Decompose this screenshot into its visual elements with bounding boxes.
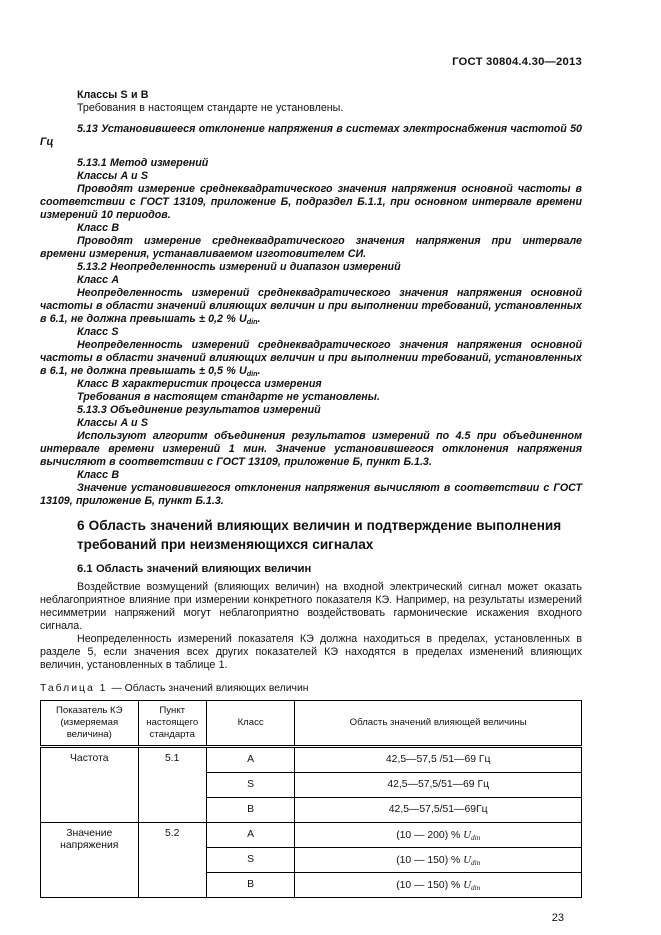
paragraph (40, 563, 582, 576)
cell-range (295, 873, 582, 898)
cell-class: A (206, 823, 294, 848)
cell-clause: 5.1 (138, 747, 206, 823)
table-row (41, 747, 582, 773)
text-segment: U (463, 853, 471, 866)
subscript-text: din (246, 317, 258, 326)
paragraph (40, 378, 582, 391)
influencing-quantities-table (40, 700, 582, 898)
text-segment: Воздействие возмущений (влияющих величин) на входной электрический сигнал может оказать неблагоприятное влияние при измерении конкретного показателя КЭ. Например, на результаты измерений несимметрии напряжений могут неблагоприятно воздействовать гармонические искажения входного сигнала. (40, 581, 582, 632)
paragraph (40, 235, 582, 261)
paragraph (40, 581, 582, 633)
paragraph (40, 183, 582, 222)
paragraph (40, 469, 582, 482)
table-caption-text: — Область значений влияющих величин (111, 683, 309, 694)
paragraph (40, 391, 582, 404)
paragraph (40, 157, 582, 170)
paragraph (40, 633, 582, 672)
text-segment: Класс S (77, 326, 119, 338)
column-header-range: Область значений влияющей величины (295, 701, 582, 747)
text-segment: (10 — 150) % (396, 879, 464, 891)
cell-range (295, 823, 582, 848)
table-row (41, 823, 582, 848)
paragraph (40, 404, 582, 417)
text-segment: Класс B характеристик процесса измерения (77, 378, 322, 390)
cell-clause: 5.2 (138, 823, 206, 898)
text-segment: Класс B (77, 469, 120, 481)
text-segment: Значение установившегося отклонения напряжения вычисляют в соответствии с ГОСТ 13109, приложение Б, пункт Б.1.3. (40, 482, 582, 507)
table-body (41, 747, 582, 898)
table-header-row (41, 701, 582, 747)
text-segment: 42,5—57,5/51—69Гц (388, 804, 488, 815)
table-caption (40, 683, 582, 695)
page-number: 23 (551, 912, 564, 924)
column-header-clause: Пункт настоящего стандарта (138, 701, 206, 747)
text-segment: Проводят измерение среднеквадратического значения напряжения основной частоты в соответствии с ГОСТ 13109, приложение Б, подраздел Б.1.1, при основном интервале времени измерений 10 периодов. (40, 183, 582, 221)
cell-class: S (206, 848, 294, 873)
text-segment: 6.1 Область значений влияющих величин (77, 563, 312, 575)
text-segment: 6 Область значений влияющих величин и подтверждение выполнения требований при неизменяющихся сигналах (77, 518, 562, 552)
text-segment: 5.13.1 Метод измерений (77, 157, 209, 169)
text-segment: . (257, 365, 261, 377)
paragraph (40, 482, 582, 508)
text-segment: Класс A (77, 274, 120, 286)
document-body (40, 89, 582, 672)
cell-indicator: Значение напряжения (41, 823, 139, 898)
standard-number-header: ГОСТ 30804.4.30—2013 (452, 56, 582, 68)
column-header-indicator: Показатель КЭ (измеряемая величина) (41, 701, 139, 747)
text-segment: Неопределенность измерений среднеквадратического значения напряжения основной частоты в области значений влияющих величин и при выполнении требований, установленных в 6.1, не должна превышать ± 0,2 % U (40, 287, 582, 325)
text-segment: . (257, 313, 261, 325)
paragraph (40, 417, 582, 430)
text-segment: Классы A и S (77, 170, 148, 182)
text-segment: Неопределенность измерений среднеквадратического значения напряжения основной частоты в области значений влияющих величин и при выполнении требований, установленных в 6.1, не должна превышать ± 0,5 % U (40, 339, 582, 377)
text-segment: U (463, 878, 471, 891)
table-caption-label: Таблица 1 (40, 683, 108, 694)
text-segment: Класс B (77, 222, 120, 234)
cell-class: B (206, 873, 294, 898)
text-segment: 5.13.3 Объединение результатов измерений (77, 404, 321, 416)
cell-range (295, 773, 582, 798)
cell-class: A (206, 747, 294, 773)
text-segment: 5.13.2 Неопределенность измерений и диапазон измерений (77, 261, 401, 273)
paragraph (40, 516, 582, 554)
subscript-text: din (471, 883, 481, 892)
subscript-text: din (471, 858, 481, 867)
paragraph (40, 287, 582, 326)
text-segment: Проводят измерение среднеквадратического значения напряжения при интервале времени измерения, устанавливаемом изготовителем СИ. (40, 235, 582, 260)
paragraph (40, 274, 582, 287)
text-segment: 42,5—57,5/51—69 Гц (387, 779, 490, 790)
text-segment: Классы A и S (77, 417, 148, 429)
cell-range (295, 798, 582, 823)
subscript-text: din (246, 369, 258, 378)
text-segment: Требования в настоящем стандарте не установлены. (77, 391, 380, 403)
paragraph (40, 430, 582, 469)
paragraph (40, 339, 582, 378)
paragraph (40, 326, 582, 339)
text-segment: (10 — 200) % (396, 829, 464, 841)
paragraph (40, 261, 582, 274)
cell-range (295, 747, 582, 773)
cell-class: S (206, 773, 294, 798)
paragraph (40, 222, 582, 235)
text-segment: Используют алгоритм объединения результатов измерений по 4.5 при объединенном интервале времени измерений 1 мин. Значение установившегося отклонения напряжения вычисляют в соответствии с ГОСТ 13109, приложение Б, пункт Б.1.3. (40, 430, 582, 468)
paragraph (40, 89, 582, 102)
paragraph (40, 170, 582, 183)
cell-range (295, 848, 582, 873)
column-header-class: Класс (206, 701, 294, 747)
cell-indicator: Частота (41, 747, 139, 823)
paragraph (40, 123, 582, 149)
table-header (41, 701, 582, 747)
text-segment: 5.13 Установившееся отклонение напряжения в системах электроснабжения частотой 50 Гц (40, 123, 582, 148)
text-segment: 42,5—57,5 /51—69 Гц (385, 754, 491, 765)
text-segment: U (463, 828, 471, 841)
subscript-text: din (471, 833, 481, 842)
text-segment: (10 — 150) % (396, 854, 464, 866)
text-segment: Классы S и B (77, 89, 149, 101)
text-segment: Требования в настоящем стандарте не установлены. (77, 102, 344, 114)
text-segment: Неопределенность измерений показателя КЭ должна находиться в пределах, установленных в разделе 5, если значения всех других показателей КЭ находятся в пределах изменений влияющих величин, установленных в таблице 1. (40, 633, 582, 671)
paragraph (40, 102, 582, 115)
cell-class: B (206, 798, 294, 823)
